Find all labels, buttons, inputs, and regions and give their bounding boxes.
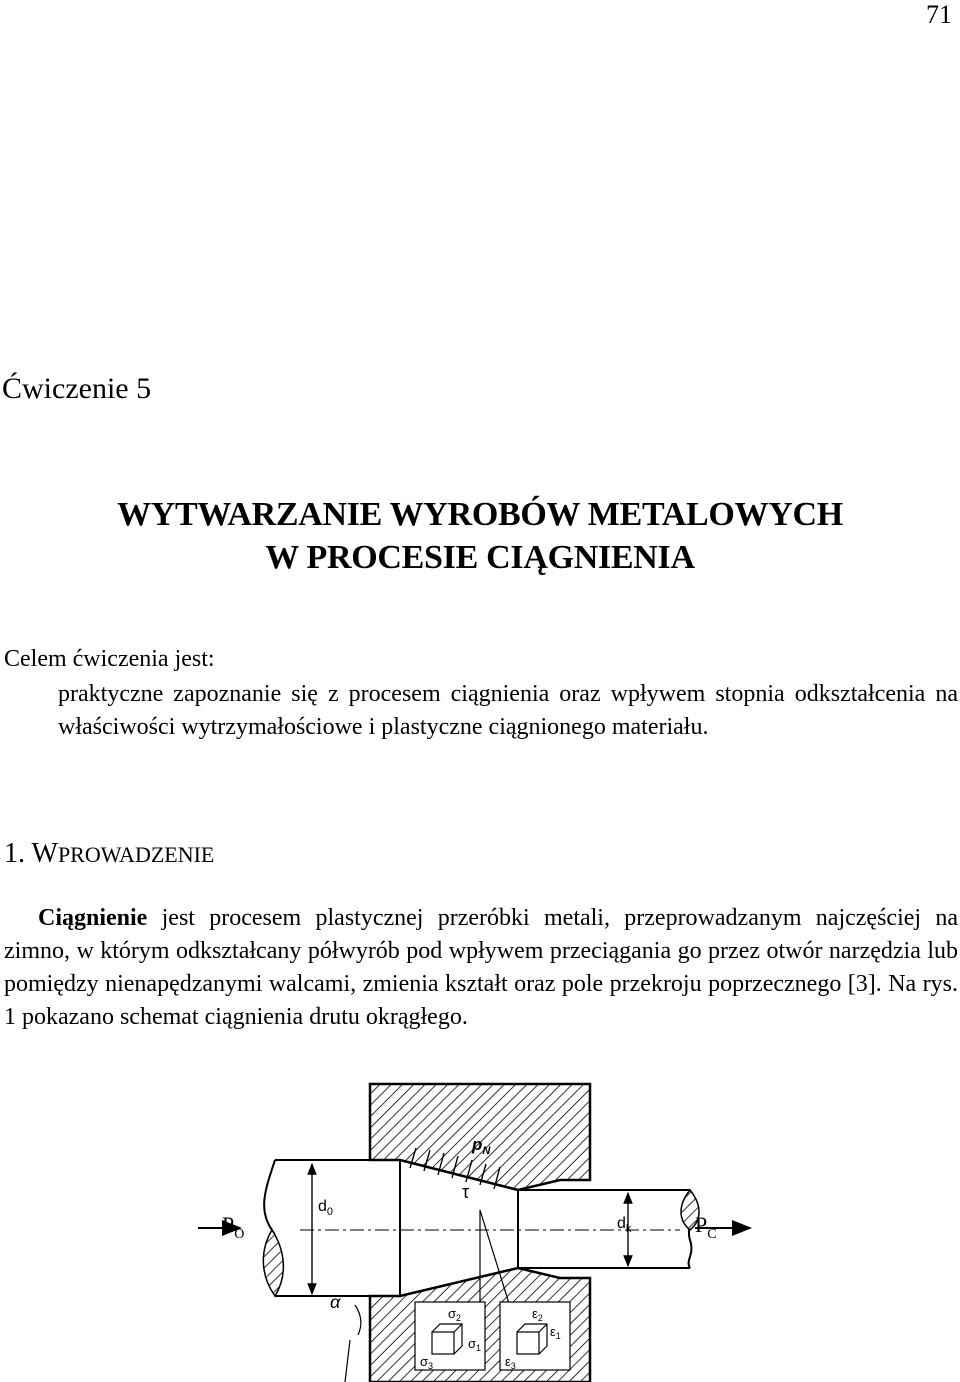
label-pc-sub: C bbox=[707, 1227, 717, 1242]
label-eps2: ε bbox=[532, 1306, 538, 1321]
document-title-line-2: W PROCESIE CIĄGNIENIA bbox=[265, 539, 695, 576]
svg-text:ε3: $\varepsilon_3$ bbox=[505, 1354, 516, 1371]
label-eps1: ε bbox=[550, 1324, 556, 1339]
label-sigma1: σ bbox=[468, 1336, 477, 1351]
label-pn-sub: N bbox=[482, 1145, 491, 1157]
label-d0-sub: 0 bbox=[326, 1206, 334, 1218]
label-eps3: ε bbox=[505, 1354, 511, 1369]
svg-text:PC bbox=[695, 1212, 717, 1242]
label-d0: d bbox=[318, 1198, 327, 1215]
label-po: P bbox=[222, 1212, 235, 1237]
intro-text: jest procesem plastycznej przeróbki metali, przeprowadzanym najczęściej na zimno, w którym odkształcany półwyrób pod wpływem przeciągania go przez otwór narzędzia lub pomiędzy nienapędzanymi walcami, zmienia kształt oraz pole przekroju poprzecznego [3]. Na rys. 1 pokazano schemat ciągnienia drutu okrągłego. bbox=[4, 905, 959, 1030]
drawing-schematic-figure bbox=[180, 1080, 760, 1382]
label-po-sub: O bbox=[234, 1227, 245, 1242]
label-sigma3: σ bbox=[420, 1354, 429, 1369]
svg-text:ε2: $\varepsilon_2$ bbox=[532, 1306, 543, 1323]
label-dk: d bbox=[617, 1215, 626, 1232]
label-sigma2: σ bbox=[448, 1306, 457, 1321]
goal-item-text: praktyczne zapoznanie się z procesem ciągnienia oraz wpływem stopnia odkształcenia na właściwości wytrzymałościowe i plastyczne ciągnionego materiału. bbox=[58, 681, 958, 740]
svg-text:dk bbox=[617, 1215, 632, 1235]
exercise-label: Ćwiczenie 5 bbox=[2, 372, 152, 405]
svg-text:d0 bbox=[318, 1198, 333, 1218]
svg-text:σ2: $\sigma_2$ bbox=[448, 1306, 462, 1323]
document-title-line-1: WYTWARZANIE WYROBÓW METALOWYCH bbox=[117, 496, 843, 533]
goal-label: Celem ćwiczenia jest: bbox=[4, 646, 215, 672]
label-dk-sub: k bbox=[625, 1223, 632, 1235]
label-alpha: α bbox=[330, 1292, 341, 1312]
section-heading bbox=[4, 838, 214, 870]
svg-text:PO bbox=[222, 1212, 244, 1242]
label-pn: p bbox=[472, 1135, 483, 1154]
section-number: 1. bbox=[4, 838, 25, 869]
svg-text:ε1: $\varepsilon_1$ bbox=[550, 1324, 561, 1341]
svg-text:σ3: $\sigma_3$ bbox=[420, 1354, 434, 1371]
intro-term: Ciągnienie bbox=[38, 905, 148, 931]
svg-text:σ1: $\sigma_1$ bbox=[468, 1336, 482, 1353]
intro-paragraph bbox=[4, 902, 958, 1034]
section-first-letter: W bbox=[31, 838, 58, 869]
list-bullet bbox=[8, 678, 58, 711]
label-pc: P bbox=[695, 1212, 708, 1237]
goal-list-item bbox=[8, 678, 958, 744]
page-number: 71 bbox=[926, 0, 952, 29]
label-tau: τ bbox=[462, 1182, 470, 1202]
section-title-rest: PROWADZENIE bbox=[57, 842, 215, 867]
